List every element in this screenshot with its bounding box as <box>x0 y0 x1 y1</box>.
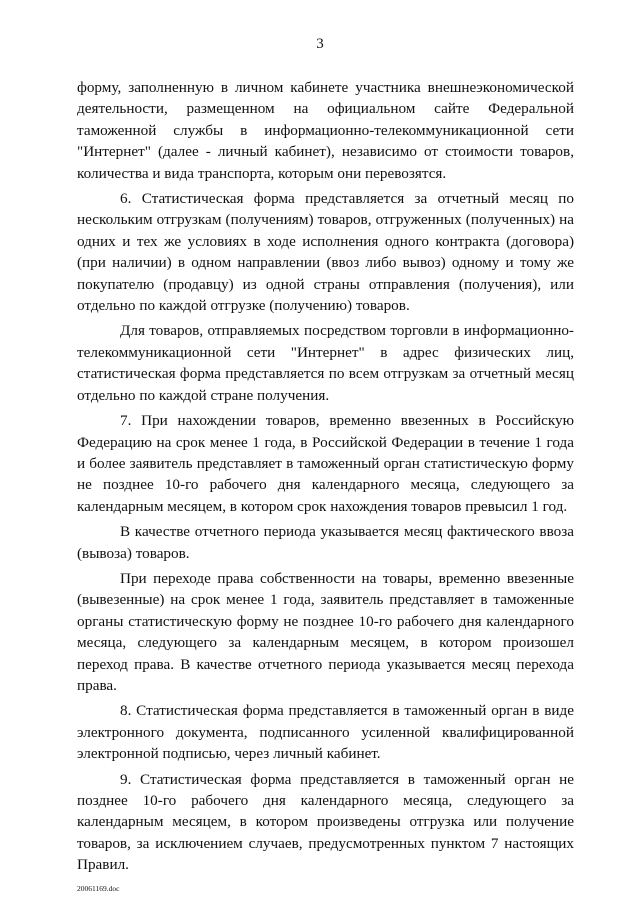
paragraph-ownership-transfer: При переходе права собственности на товары, временно ввезенные (вывезенные) на срок менее 1 года, заявитель представляет в таможенные органы статистическую форму не позднее 10-го рабочего дня календарного месяца, следующего за календарным месяцем, в котором произошел переход права. В качестве отчетного периода указывается месяц перехода права. <box>77 569 574 694</box>
paragraph-continued: форму, заполненную в личном кабинете участника внешнеэкономической деятельности, размещенном на официальном сайте Федеральной таможенной службы в информационно-телекоммуникационной сети "Интернет" (далее - личный кабинет), независимо от стоимости товаров, количества и вида транспорта, которым они перевозятся. <box>77 79 574 182</box>
page-number: 3 <box>316 36 324 52</box>
document-body <box>77 77 574 880</box>
paragraph-item-7: 7. При нахождении товаров, временно ввезенных в Российскую Федерацию на срок менее 1 года, в Российской Федерации в течение 1 года и более заявитель представляет в таможенный орган статистическую форму не позднее 10-го рабочего дня календарного месяца, следующего за календарным месяцем, в котором срок нахождения товаров превысил 1 год. <box>77 412 574 515</box>
footer-filename: 20061169.doc <box>77 884 120 893</box>
paragraph-item-6: 6. Статистическая форма представляется за отчетный месяц по нескольким отгрузкам (получениям) товаров, отгруженных (полученных) на одних и тех же условиях в ходе исполнения одного контракта (договора) (при наличии) в одном направлении (ввоз либо вывоз) одному и тому же покупателю (продавцу) из одной страны отправления (получения), или отдельно по каждой отгрузке (получению) товаров. <box>77 190 574 315</box>
paragraph-item-9: 9. Статистическая форма представляется в таможенный орган не позднее 10-го рабочего дня календарного месяца, следующего за календарным месяцем, в котором произведены отгрузка или получение товаров, за исключением случаев, предусмотренных пунктом 7 настоящих Правил. <box>77 770 574 874</box>
paragraph-item-8: 8. Статистическая форма представляется в таможенный орган в виде электронного документа, подписанного усиленной квалифицированной электронной подписью, через личный кабинет. <box>77 702 574 763</box>
paragraph-reporting-period: В качестве отчетного периода указывается месяц фактического ввоза (вывоза) товаров. <box>77 523 574 562</box>
paragraph-internet-trade: Для товаров, отправляемых посредством торговли в информационно-телекоммуникационной сети "Интернет" в адрес физических лиц, статистическая форма представляется по всем отгрузкам за отчетный месяц отдельно по каждой стране получения. <box>77 322 574 404</box>
